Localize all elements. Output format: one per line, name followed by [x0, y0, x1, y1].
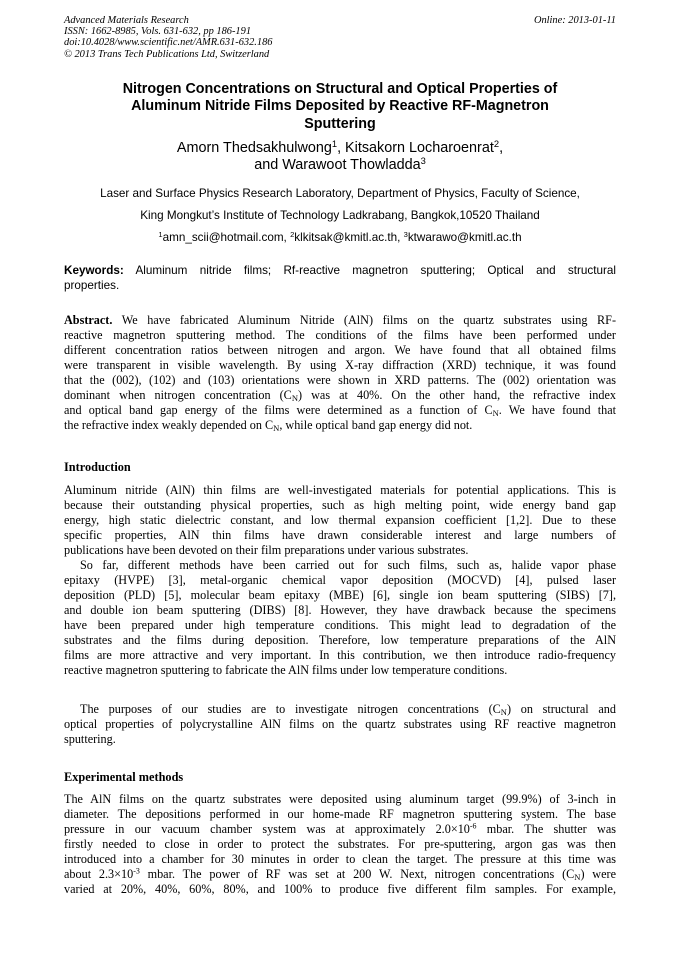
author-name: , Kitsakorn Locharoenrat — [337, 140, 494, 156]
paragraph-line: sputtering. — [64, 732, 116, 747]
paragraph-line: films are more attractive and very important. In this contribution, we then introduce radio-frequency — [64, 648, 616, 663]
author-affil-mark: 3 — [420, 155, 426, 166]
section-heading-introduction: Introduction — [64, 460, 131, 474]
journal-name: Advanced Materials Research — [64, 15, 189, 26]
introduction-paragraph-2 — [64, 558, 616, 678]
keywords-block — [64, 263, 616, 294]
email-address[interactable]: amn_scii@hotmail.com, — [162, 231, 291, 244]
paragraph-line: specific properties, AlN thin films have drawn considerable interest and large numbers of — [64, 528, 616, 543]
author-name: Amorn Thedsakhulwong — [176, 140, 332, 156]
email-mark: 3 — [403, 229, 408, 239]
paragraph-line: diameter. The depositions performed in our home-made RF magnetron sputtering system. The base — [64, 807, 616, 822]
author-emails — [64, 231, 616, 245]
author-affil-mark: 1 — [331, 138, 338, 149]
author-separator: , — [499, 140, 504, 156]
introduction-paragraph-1 — [64, 483, 616, 558]
paragraph-line: deposition (PLD) [5], molecular beam epitaxy (MBE) [6], single ion beam sputtering (SIBS) [7], — [64, 588, 616, 603]
copyright-line: © 2013 Trans Tech Publications Ltd, Switzerland — [64, 48, 270, 60]
abstract-line: dominant when nitrogen concentration $(C_N)$ was at 40%. On the other hand, the refractive index — [64, 388, 617, 404]
abstract-block — [64, 313, 616, 433]
abstract-line: We have fabricated Aluminum Nitride (AlN) films on the quartz substrates using RF- — [121, 313, 617, 327]
abstract-line: were transparent in visible wavelength. By using X-ray diffraction (XRD) technique, it was found — [64, 358, 616, 373]
title-line: Aluminum Nitride Films Deposited by Reactive RF-Magnetron — [131, 98, 549, 115]
paragraph-line: epitaxy (HVPE) [3], metal-organic chemical vapor deposition (MOCVD) [4], pulsed laser — [64, 573, 616, 588]
paragraph-line: introduced into a chamber for 30 minutes in order to clean the target. The pressure at this time was — [64, 852, 616, 867]
paragraph-line: firstly needed to close in order to protect the substrates. For pre-sputtering, argon gas was then — [64, 837, 616, 852]
paragraph-line: substrates and the films during deposition. Therefore, low temperature preparations of the AlN — [64, 633, 616, 648]
paragraph-line: reactive magnetron sputtering to fabricate the AlN films under low temperature conditions. — [64, 663, 508, 678]
author-affil-mark: 2 — [493, 138, 500, 149]
paragraph-line: have been prepared under high temperature conditions. This might lead to degradation of the — [64, 618, 616, 633]
paragraph-line: because their outstanding physical properties, such as high melting point, wide energy band gap — [64, 498, 616, 513]
title-line: Sputtering — [304, 115, 376, 132]
paragraph-line: publications have been devoted on their film preparations under various substrates. — [64, 543, 469, 558]
paragraph-line: energy, high static dielectric constant, and low thermal expansion coefficient [1,2]. Due to these — [64, 513, 616, 528]
abstract-line: and optical band gap energy of the films were determined as a function of $C_N$. We have found that — [64, 403, 616, 419]
paragraph-line: So far, different methods have been carried out for such films, such as, halide vapor phase — [80, 558, 616, 572]
paragraph-line: Aluminum nitride (AlN) thin films are well-investigated materials for potential applications. This is — [64, 483, 616, 497]
online-date: Online: 2013-01-11 — [533, 15, 616, 26]
abstract-line: reactive magnetron sputtering method. The conditions of the films have been performed under — [64, 328, 616, 343]
keywords-text: properties. — [64, 279, 120, 293]
paragraph-line: The AlN films on the quartz substrates were deposited using aluminum target (99.9%) of 3-inch in — [64, 792, 616, 806]
paragraph-line: varied at 20%, 40%, 60%, 80%, and 100% to produce five different film samples. For example, — [64, 882, 616, 897]
paragraph-line: The purposes of our studies are to investigate nitrogen concentrations $(C_N)$ on structural and — [80, 702, 616, 718]
issn-line: ISSN: 1662-8985, Vols. 631-632, pp 186-191 — [64, 26, 252, 38]
email-mark: 1 — [158, 229, 163, 239]
paragraph-line: and double ion beam sputtering (DIBS) [8]. However, they have drawback because the specimens — [64, 603, 616, 618]
paragraph-line: pressure in our vacuum chamber system was at approximately $2.0\times 10^{-6}$ mbar. The shutter was — [64, 821, 616, 837]
journal-header — [64, 15, 616, 60]
abstract-line: the refractive index weakly depended on $C_N$, while optical band gap energy did not. — [64, 418, 473, 434]
affiliation-line: Laser and Surface Physics Research Laboratory, Department of Physics, Faculty of Science, — [100, 187, 580, 200]
paper-title — [64, 81, 616, 133]
paragraph-line: optical properties of polycrystalline AlN films on the quartz substrates using RF reactive magnetron — [64, 717, 616, 732]
paragraph-line: about $2.3\times 10^{-3}$ mbar. The power of RF was set at 200 W. Next, nitrogen concentrations $(C_N)$ were — [64, 866, 616, 883]
keywords-label: Keywords: — [64, 264, 124, 277]
keywords-text: Aluminum nitride films; Rf-reactive magnetron sputtering; Optical and structural — [135, 264, 616, 277]
title-line: Nitrogen Concentrations on Structural and Optical Properties of — [122, 81, 558, 97]
email-address[interactable]: ktwarawo@kmitl.ac.th — [407, 231, 522, 244]
author-name: and Warawoot Thowladda — [254, 157, 421, 173]
abstract-line: that the (002), (102) and (103) orientations were shown in XRD patterns. The (002) orientation was — [64, 373, 616, 388]
affiliation-line: King Mongkut’s Institute of Technology Ladkrabang, Bangkok,10520 Thailand — [140, 209, 540, 222]
email-address[interactable]: klkitsak@kmitl.ac.th, — [294, 231, 404, 244]
abstract-label: Abstract. — [64, 313, 113, 327]
author-list — [64, 140, 616, 174]
methods-paragraph — [64, 792, 616, 897]
section-heading-methods: Experimental methods — [64, 770, 184, 784]
doi-line: doi:10.4028/www.scientific.net/AMR.631-632.186 — [64, 37, 273, 49]
abstract-line: different concentration ratios between nitrogen and argon. We have found that all obtained films — [64, 343, 616, 358]
email-mark: 2 — [290, 229, 295, 239]
introduction-paragraph-3 — [64, 702, 616, 747]
